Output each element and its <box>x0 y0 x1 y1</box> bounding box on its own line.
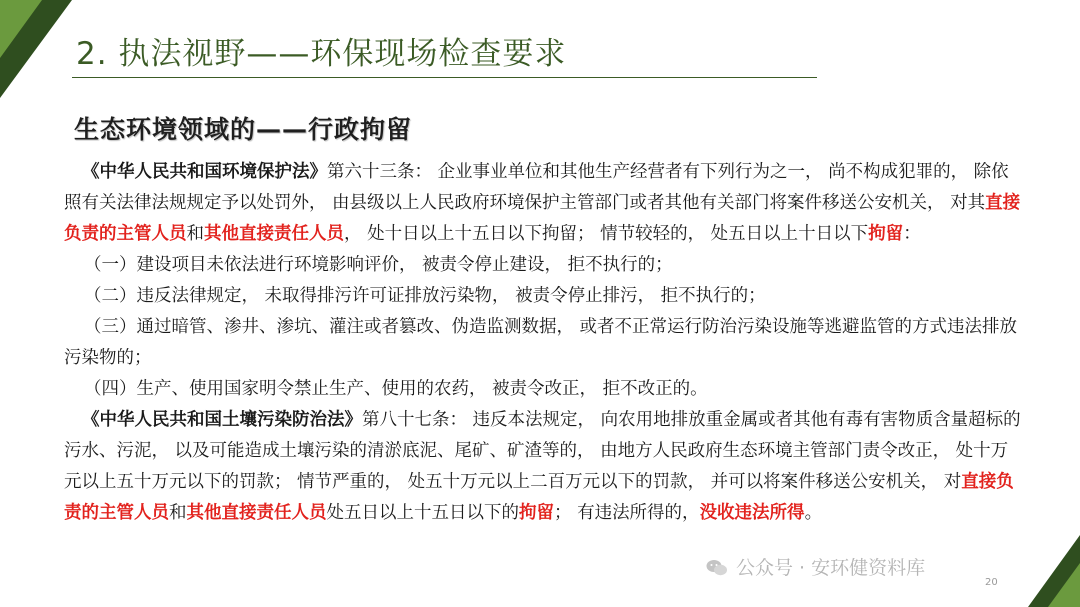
text-segment: ： <box>903 224 921 244</box>
emphasis-text: 其他直接责任人员 <box>186 503 327 523</box>
watermark <box>706 553 925 580</box>
law-paragraph-soil-pollution <box>64 405 1024 529</box>
emphasis-text: 拘留 <box>519 503 554 523</box>
text-segment: 第八十七条： 违反本法规定， 向农用地排放重金属或者其他有毒有害物质含量超标的污水、污泥， 以及可能造成土壤污染的清淤底泥、尾矿、矿渣等的， 由地方人民政府生态环境主管部门责令改正， 处十万元以上五十万元以下的罚款； 情节严重的， 处五十万元以上二百万元以下的罚款， 并可以将案件移送公安机关， 对 <box>64 410 1021 492</box>
text-segment: 。 <box>804 503 823 523</box>
page-title: 2. 执法视野——环保现场检查要求 <box>76 36 567 72</box>
emphasis-text: 直接负责的主管人员 <box>64 193 1021 244</box>
text-segment: ， 处十日以上十五日以下拘留； 情节较轻的， 处五日以上十日以下 <box>344 224 869 244</box>
slide-body <box>64 157 1024 529</box>
law-title: 《中华人民共和国环境保护法》 <box>82 162 327 182</box>
text-segment: 和 <box>169 503 187 523</box>
law-title: 《中华人民共和国土壤污染防治法》 <box>82 410 362 430</box>
list-item: （三）通过暗管、渗井、渗坑、灌注或者篡改、伪造监测数据， 或者不正常运行防治污染设施等逃避监管的方式违法排放污染物的； <box>64 317 1018 368</box>
text-segment: 和 <box>186 224 204 244</box>
page-number: 20 <box>985 577 998 588</box>
law-paragraph-environmental-protection <box>64 157 1024 250</box>
title-divider <box>72 77 817 78</box>
wechat-icon <box>706 559 728 577</box>
list-item: （二）违反法律规定， 未取得排污许可证排放污染物， 被责令停止排污， 拒不执行的； <box>84 286 766 306</box>
text-segment: 第六十三条： 企业事业单位和其他生产经营者有下列行为之一， 尚不构成犯罪的， 除依照有关法律法规规定予以处罚外， 由县级以上人民政府环境保护主管部门或者其他有关部门将案件移送公安机关， 对其 <box>64 162 1009 213</box>
corner-decoration-top-left-light <box>0 0 42 58</box>
text-segment: 处五日以上十五日以下的 <box>326 503 519 523</box>
list-item: （一）建设项目未依法进行环境影响评价， 被责令停止建设， 拒不执行的； <box>84 255 673 275</box>
emphasis-text: 拘留 <box>868 224 904 244</box>
section-subtitle: 生态环境领域的——行政拘留 <box>74 115 413 144</box>
emphasis-text: 直接负责的主管人员 <box>64 472 1014 523</box>
corner-decoration-bottom-right-light <box>1048 563 1080 607</box>
list-item: （四）生产、使用国家明令禁止生产、使用的农药， 被责令改正， 拒不改正的。 <box>84 379 708 399</box>
emphasis-text: 其他直接责任人员 <box>204 224 344 244</box>
text-segment: ； 有违法所得的， <box>554 503 700 523</box>
watermark-text: 公众号 · 安环健资料库 <box>736 557 926 579</box>
emphasis-text: 没收违法所得 <box>699 503 805 523</box>
